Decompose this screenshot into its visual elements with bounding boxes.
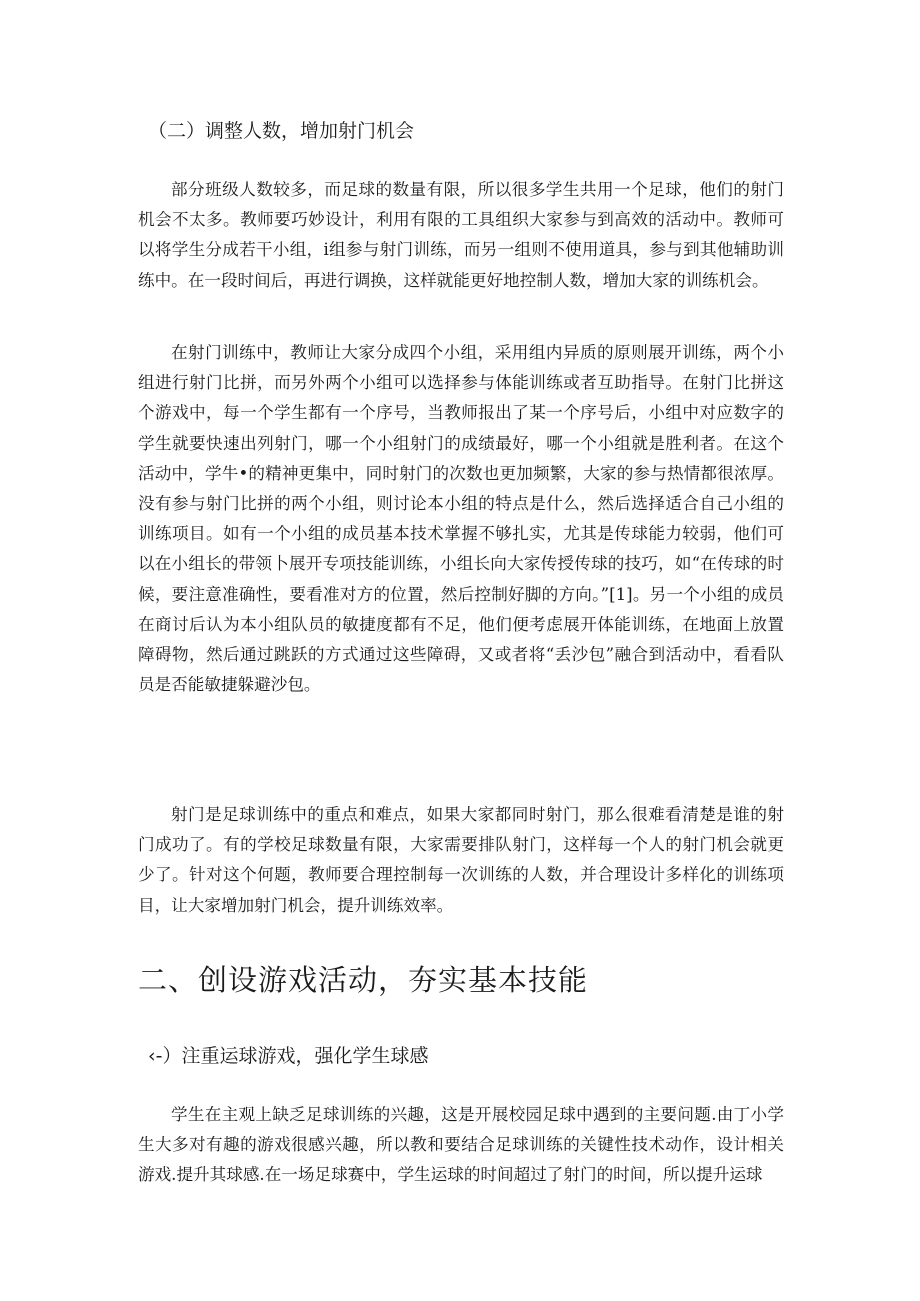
paragraph-shooting-groups: 在射门训练中，教师让大家分成四个小组，采用组内异质的原则展开训练，两个小组进行射门比拼，而另外两个小组可以选择参与体能训练或者互助指导。在射门比拼这个游戏中，每一个学生都有一个序号，当教师报出了某一个序号后，小组中对应数字的学生就要快速出列射门，哪一个小组射门的成绩最好，哪一个小组就是胜利者。在这个活动中，学牛•的精神更集中，同时射门的次数也更加频繁，大家的参与热情都很浓厚。没有参与射门比拼的两个小组，则讨论本小组的特点是什么，然后选择适合自己小组的训练项目。如有一个小组的成员基本技术掌握不够扎实，尤其是传球能力较弱，他们可以在小组长的带领卜展开专项技能训练，小组长向大家传授传球的技巧，如“在传球的时候，要注意准确性，要看准对方的位置，然后控制好脚的方向。”[1]。另一个小组的成员在商讨后认为本小组队员的敏捷度都有不足，他们便考虑展开体能训练，在地面上放置障碍物，然后通过跳跃的方式通过这些障碍，又或者将“丢沙包”融合到活动中，看看队员是否能敏捷躲避沙包。: [138, 343, 784, 695]
section-heading-adjust-numbers: （二）调整人数，增加射门机会: [148, 120, 415, 142]
section-heading-dribbling-games: ‹-）注重运球游戏，强化学生球感: [148, 1045, 429, 1067]
chapter-heading-game-activities: 二、创设游戏活动，夯实基本技能: [138, 963, 589, 997]
paragraph-dribbling-interest: 学生在主观上缺乏足球训练的兴趣，这是开展校园足球中遇到的主要问题.由丁小学生大多对有趣的游戏很感兴趣，所以教和要结合足球训练的关键性技术动作，设计相关游戏.提升其球感.在一场足球赛中，学生运球的时间超过了射门的时间，所以提升运球: [138, 1105, 784, 1185]
paragraph-shared-balls: 部分班级人数较多，而足球的数量有限，所以很多学生共用一个足球，他们的射门机会不太多。教师要巧妙设计，利用有限的工具组织大家参与到高效的活动中。教师可以将学生分成若干小组，i组参与射门训练，而另一组则不使用道具，参与到其他辅助训练中。在一段时间后，再进行调换，这样就能更好地控制人数，增加大家的训练机会。: [138, 180, 784, 290]
paragraph-shooting-difficulty: 射门是足球训练中的重点和难点，如果大家都同时射门，那么很难看清楚是谁的射门成功了。有的学校足球数量有限，大家需要排队射门，这样每一个人的射门机会就更少了。针对这个何题，教师要合理控制每一次训练的人数，并合理设计多样化的训练项目，让大家增加射门机会，提升训练效率。: [138, 805, 784, 915]
